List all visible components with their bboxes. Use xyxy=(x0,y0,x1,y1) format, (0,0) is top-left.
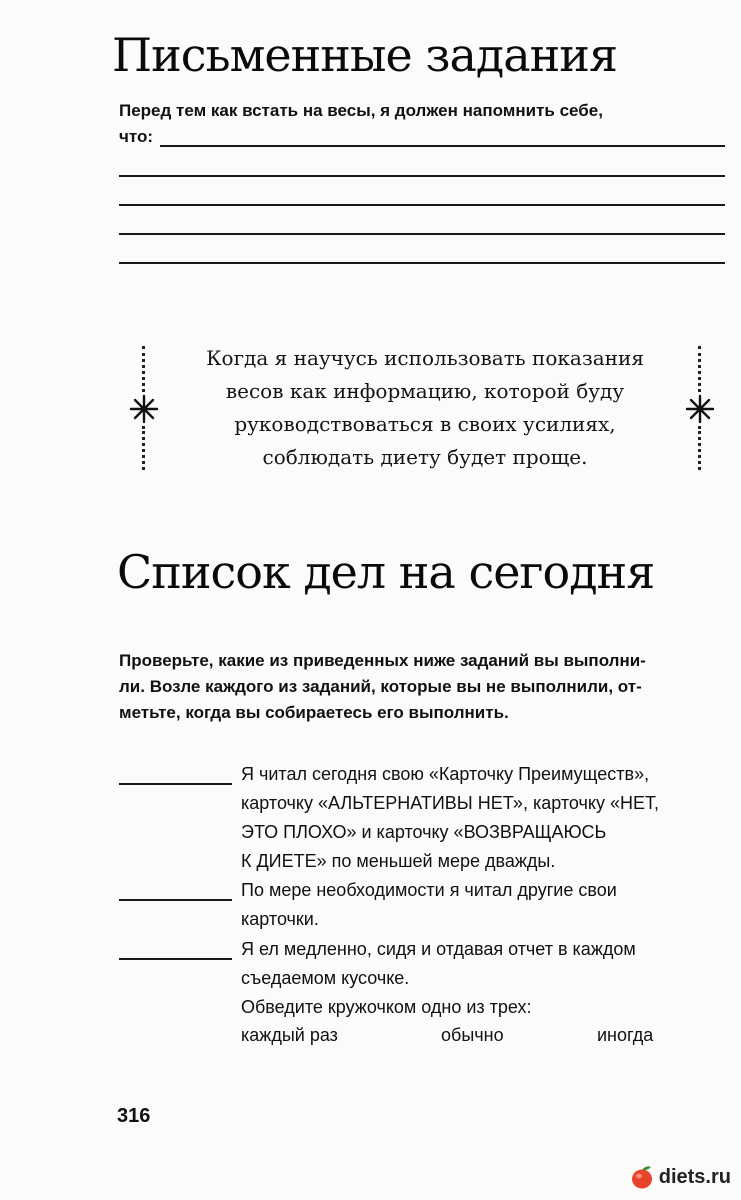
quote-line: соблюдать диету будет проще. xyxy=(262,445,588,469)
task-line: Я ел медленно, сидя и отдавая отчет в каждом xyxy=(241,939,636,959)
diets-logo xyxy=(629,1164,731,1190)
task-line: карточки. xyxy=(241,909,319,929)
todo-intro xyxy=(119,648,734,726)
quote-line: руководствоваться в своих усилиях, xyxy=(234,412,616,436)
task-line: карточку «АЛЬТЕРНАТИВЫ НЕТ», карточку «НЕТ, xyxy=(241,793,659,813)
task-1-text xyxy=(241,760,721,876)
answer-line-3[interactable] xyxy=(119,204,725,206)
quote-text xyxy=(165,342,685,474)
task-2-text xyxy=(241,876,721,934)
answer-line-4[interactable] xyxy=(119,233,725,235)
section-title-todo-list: Список дел на сегодня xyxy=(117,545,655,599)
task-3-text xyxy=(241,935,721,1022)
answer-line-5[interactable] xyxy=(119,262,725,264)
quote-left-dots-top xyxy=(142,346,145,392)
intro-line: ли. Возле каждого из заданий, которые вы не выполнили, от- xyxy=(119,677,642,696)
task-line: съедаемом кусочке. xyxy=(241,968,410,988)
quote-right-dots-top xyxy=(698,346,701,392)
option-every-time[interactable]: каждый раз xyxy=(241,1025,338,1045)
task-line: Я читал сегодня свою «Карточку Преимуществ», xyxy=(241,764,650,784)
quote-right-dots-bottom xyxy=(698,426,701,470)
task-line: По мере необходимости я читал другие свои xyxy=(241,880,617,900)
quote-line: весов как информацию, которой буду xyxy=(225,379,625,403)
intro-line: Проверьте, какие из приведенных ниже заданий вы выполни- xyxy=(119,651,646,670)
prompt-text xyxy=(119,98,729,150)
task-1-check-blank[interactable] xyxy=(119,783,232,785)
section-title-written-tasks: Письменные задания xyxy=(112,28,617,82)
intro-line: метьте, когда вы собираетесь его выполнить. xyxy=(119,703,509,722)
option-sometimes[interactable]: иногда xyxy=(597,1025,654,1045)
task-3-check-blank[interactable] xyxy=(119,958,232,960)
answer-line-1[interactable] xyxy=(160,145,725,147)
task-line: К ДИЕТЕ» по меньшей мере дважды. xyxy=(241,851,556,871)
prompt-line-2: что: xyxy=(119,127,154,146)
answer-line-2[interactable] xyxy=(119,175,725,177)
quote-left-dots-bottom xyxy=(142,426,145,470)
task-line: Обведите кружочком одно из трех: xyxy=(241,997,532,1017)
star-icon-left xyxy=(129,394,159,424)
task-line: ЭТО ПЛОХО» и карточку «ВОЗВРАЩАЮСЬ xyxy=(241,822,607,842)
quote-line: Когда я научусь использовать показания xyxy=(206,346,644,370)
watermark-text: diets.ru xyxy=(658,1165,731,1188)
prompt-line-1: Перед тем как встать на весы, я должен напомнить себе, xyxy=(119,101,603,120)
apple-icon xyxy=(629,1164,655,1190)
option-usually[interactable]: обычно xyxy=(441,1025,504,1045)
page-number: 316 xyxy=(117,1105,151,1127)
task-2-check-blank[interactable] xyxy=(119,899,232,901)
star-icon-right xyxy=(685,394,715,424)
